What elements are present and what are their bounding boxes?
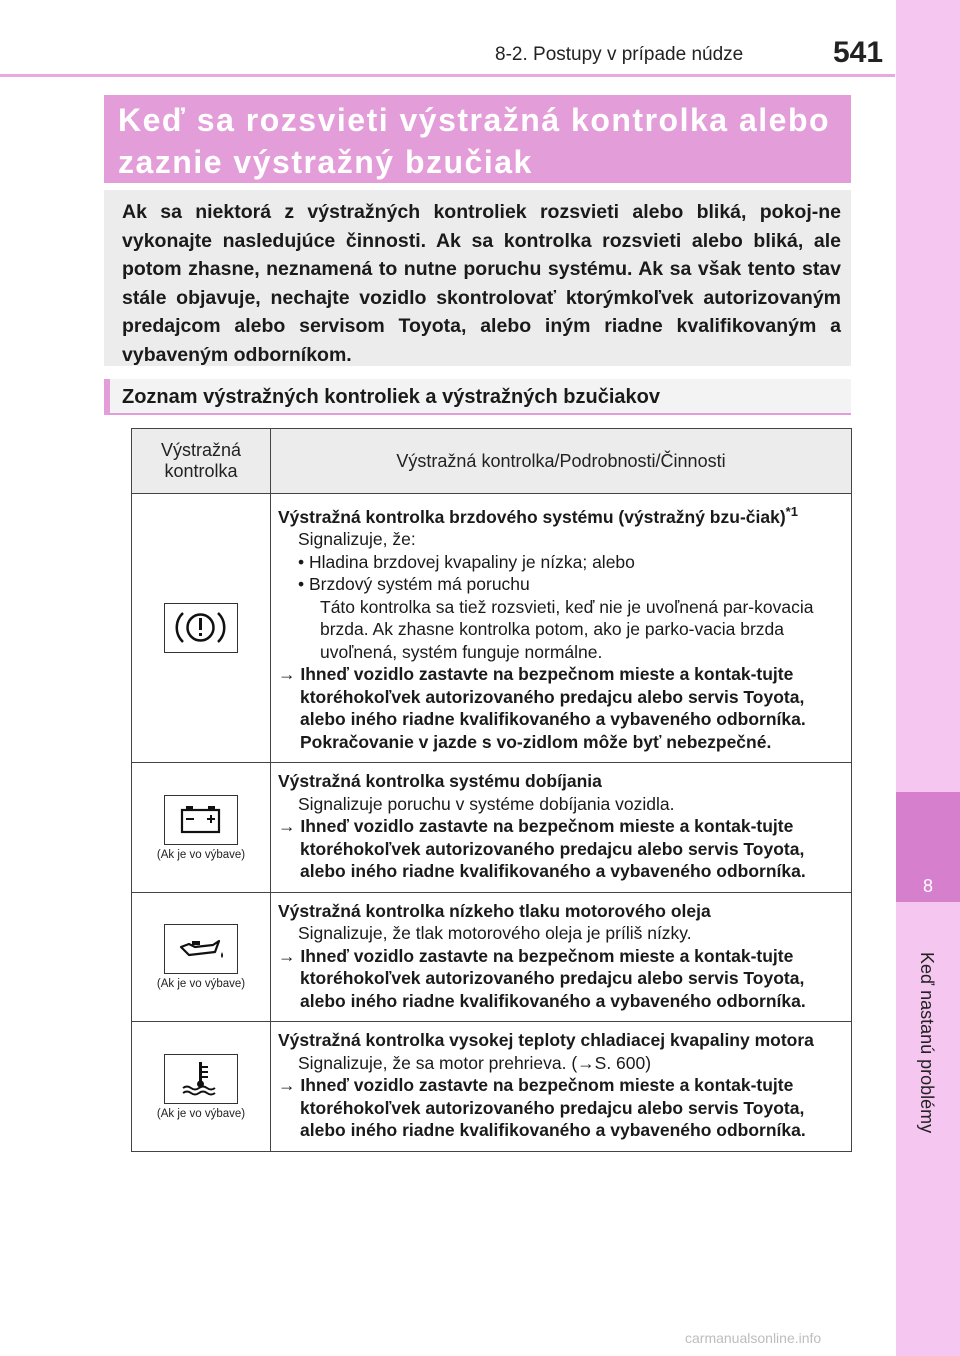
details-cell xyxy=(271,763,852,893)
details-cell xyxy=(271,1022,852,1152)
availability-note: (Ak je vo výbave) xyxy=(156,978,246,991)
table-row xyxy=(132,763,852,893)
battery-icon xyxy=(164,795,238,845)
row-title: Výstražná kontrolka vysokej teploty chladiacej kvapaliny motora xyxy=(278,1030,814,1051)
list-item: • Brzdový systém má poruchu xyxy=(298,574,530,595)
icon-cell xyxy=(132,892,271,1022)
warning-lights-table xyxy=(131,428,852,1152)
row-action: → Ihneď vozidlo zastavte na bezpečnom mieste a kontak-tujte ktoréhokoľvek autorizovaného predajcu alebo servis Toyota, alebo iného riadne kvalifikovaného a vybaveného odborníka. Pokračovanie v jazde s vo-zidlom môže byť nebezpečné. xyxy=(278,664,806,752)
bullet-note: Táto kontrolka sa tiež rozsvieti, keď nie je uvoľnená par-kovacia brzda. Ak zhasne kontrolka potom, ako je parko-vacia brzda uvoľnená, systém funguje normálne. xyxy=(320,596,814,662)
subsection-title: Zoznam výstražných kontroliek a výstražných bzučiakov xyxy=(104,379,851,415)
section-title: Keď sa rozsvieti výstražná kontrolka alebo zaznie výstražný bzučiak xyxy=(104,95,851,183)
subsection-underline xyxy=(104,413,851,415)
chapter-title: Keď nastanú problémy xyxy=(917,952,937,1134)
chapter-number: 8 xyxy=(922,876,933,896)
running-header: 8-2. Postupy v prípade núdze xyxy=(495,44,744,65)
row-action: → Ihneď vozidlo zastavte na bezpečnom mieste a kontak-tujte ktoréhokoľvek autorizovaného predajcu alebo servis Toyota, alebo iného riadne kvalifikovaného a vybaveného odborníka. xyxy=(278,816,806,882)
footnote-ref[interactable]: *1 xyxy=(785,504,798,519)
row-title: Výstražná kontrolka brzdového systému (výstražný bzu-čiak) xyxy=(278,506,786,527)
icon-cell xyxy=(132,494,271,763)
table-header-row xyxy=(132,429,852,494)
row-title: Výstražná kontrolka nízkeho tlaku motorového oleja xyxy=(278,900,711,921)
header-rule xyxy=(0,74,895,77)
table-row xyxy=(132,1022,852,1152)
icon-cell xyxy=(132,763,271,893)
row-signal: Signalizuje, že sa motor prehrieva. (→S. 600) xyxy=(298,1052,652,1073)
details-cell xyxy=(271,892,852,1022)
row-action: → Ihneď vozidlo zastavte na bezpečnom mieste a kontak-tujte ktoréhokoľvek autorizovaného predajcu alebo servis Toyota, alebo iného riadne kvalifikovaného a vybaveného odborníka. xyxy=(278,945,806,1011)
oil-pressure-icon xyxy=(164,924,238,974)
row-title: Výstražná kontrolka systému dobíjania xyxy=(278,771,602,792)
availability-note: (Ak je vo výbave) xyxy=(156,848,246,861)
table-row xyxy=(132,892,852,1022)
watermark: carmanualsonline.info xyxy=(685,1330,822,1346)
details-cell xyxy=(271,494,852,763)
list-item: • Hladina brzdovej kvapaliny je nízka; alebo xyxy=(298,551,635,572)
page-number: 541 xyxy=(833,36,884,69)
header-icon-column: Výstražná kontrolka xyxy=(132,429,271,494)
brake-warning-icon xyxy=(164,603,238,653)
coolant-temperature-icon xyxy=(164,1054,238,1104)
table-row xyxy=(132,494,852,763)
row-signal: Signalizuje, že: xyxy=(298,529,416,550)
availability-note: (Ak je vo výbave) xyxy=(156,1107,246,1120)
row-signal: Signalizuje poruchu v systéme dobíjania vozidla. xyxy=(298,793,675,814)
intro-text: Ak sa niektorá z výstražných kontroliek rozsvieti alebo bliká, pokoj-ne vykonajte nasledujúce činnosti. Ak sa kontrolka rozsvieti alebo bliká, ale potom zhasne, neznamená to nutne poruchu systému. Ak sa však tento stav stále objavuje, nechajte vozidlo skontrolovať ktorýmkoľvek autorizovaným predajcom alebo servisom Toyota, alebo iným riadne kvalifikovaným a vybaveným odborníkom. xyxy=(104,190,851,366)
row-action: → Ihneď vozidlo zastavte na bezpečnom mieste a kontak-tujte ktoréhokoľvek autorizovaného predajcu alebo servis Toyota, alebo iného riadne kvalifikovaného a vybaveného odborníka. xyxy=(278,1075,806,1141)
chapter-side-tab[interactable] xyxy=(896,0,960,1356)
header-details-column: Výstražná kontrolka/Podrobnosti/Činnosti xyxy=(271,429,852,494)
icon-cell xyxy=(132,1022,271,1152)
row-signal: Signalizuje, že tlak motorového oleja je príliš nízky. xyxy=(298,923,692,944)
